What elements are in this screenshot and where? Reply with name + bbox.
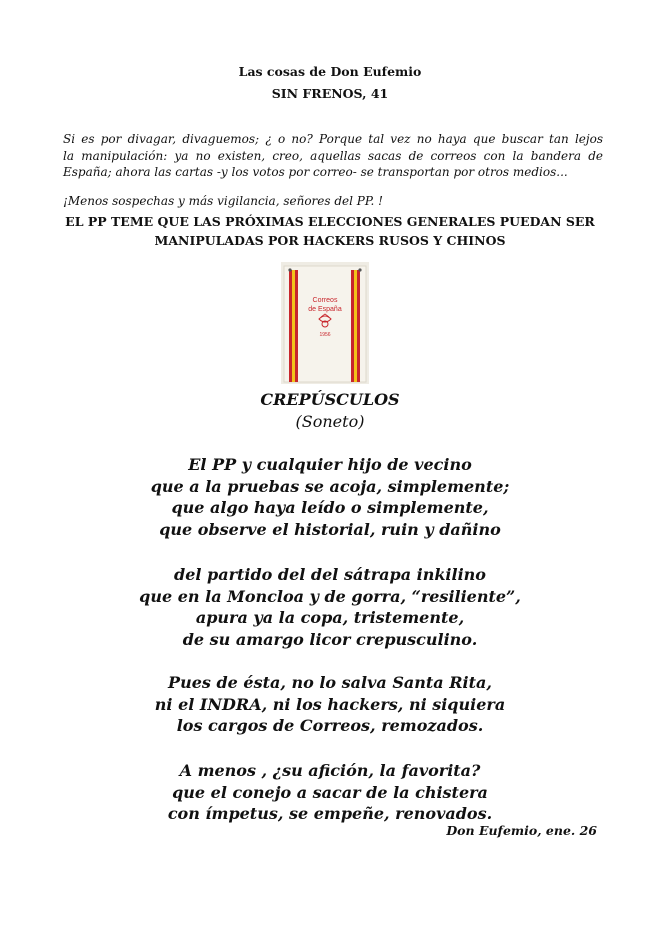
- intro-line: Si es por divagar, divaguemos; ¿ o no? Porque tal vez no haya que buscar tan lejos: [63, 132, 603, 146]
- column-number: SIN FRENOS, 41: [271, 86, 389, 101]
- poem-verse: Pues de ésta, no lo salva Santa Rita,: [168, 673, 492, 692]
- intro-line: España; ahora las cartas -y los votos por correo- se transportan por otros medios...: [63, 165, 568, 179]
- intro-closing: ¡Menos sospechas y más vigilancia, señores del PP. !: [63, 194, 383, 208]
- poem-stanza: [0, 564, 660, 650]
- poem-verse: que en la Moncloa y de gorra, “resiliente”,: [139, 586, 521, 606]
- headline-line: EL PP TEME QUE LAS PRÓXIMAS ELECCIONES GENERALES PUEDAN SER: [65, 214, 595, 229]
- intro-paragraph: [63, 131, 603, 181]
- intro-line: la manipulación: ya no existen, creo, aquellas sacas de correos con la bandera de: [63, 148, 603, 163]
- poem-verse: ni el INDRA, ni los hackers, ni siquiera: [154, 694, 506, 714]
- mail-sack-photo: [281, 262, 369, 384]
- signature: Don Eufemio, ene. 26: [446, 823, 597, 838]
- sack-year: 1956: [319, 332, 331, 338]
- poem-verse: que observe el historial, ruin y dañino: [159, 519, 501, 539]
- poem-verse: A menos , ¿su afición, la favorita?: [179, 761, 481, 780]
- poem-stanza: [0, 760, 660, 825]
- poem-stanza: [0, 672, 660, 737]
- poem-title: CREPÚSCULOS: [260, 390, 400, 409]
- sack-label-line1: Correos: [312, 297, 338, 304]
- poem-verse: los cargos de Correos, remozados.: [176, 716, 484, 735]
- sack-label-line2: de España: [308, 306, 342, 313]
- poem-verse: El PP y cualquier hijo de vecino: [188, 455, 472, 474]
- poem-verse: que el conejo a sacar de la chistera: [172, 782, 488, 802]
- poem-verse: con ímpetus, se empeñe, renovados.: [167, 804, 493, 823]
- poem-verse: que a la pruebas se acoja, simplemente;: [150, 476, 510, 496]
- poem-subtitle: (Soneto): [295, 412, 365, 431]
- poem-verse: de su amargo licor crepusculino.: [182, 629, 478, 649]
- poem-verse: del partido del del sátrapa inkilino: [174, 565, 486, 584]
- poem-stanza: [0, 454, 660, 540]
- column-title: Las cosas de Don Eufemio: [238, 64, 422, 79]
- poem-verse: apura ya la copa, tristemente,: [195, 608, 465, 627]
- poem-verse: que algo haya leído o simplemente,: [171, 498, 489, 517]
- headline-line: MANIPULADAS POR HACKERS RUSOS Y CHINOS: [154, 233, 506, 248]
- headline: [0, 212, 660, 250]
- mail-sack-illustration: [281, 262, 369, 384]
